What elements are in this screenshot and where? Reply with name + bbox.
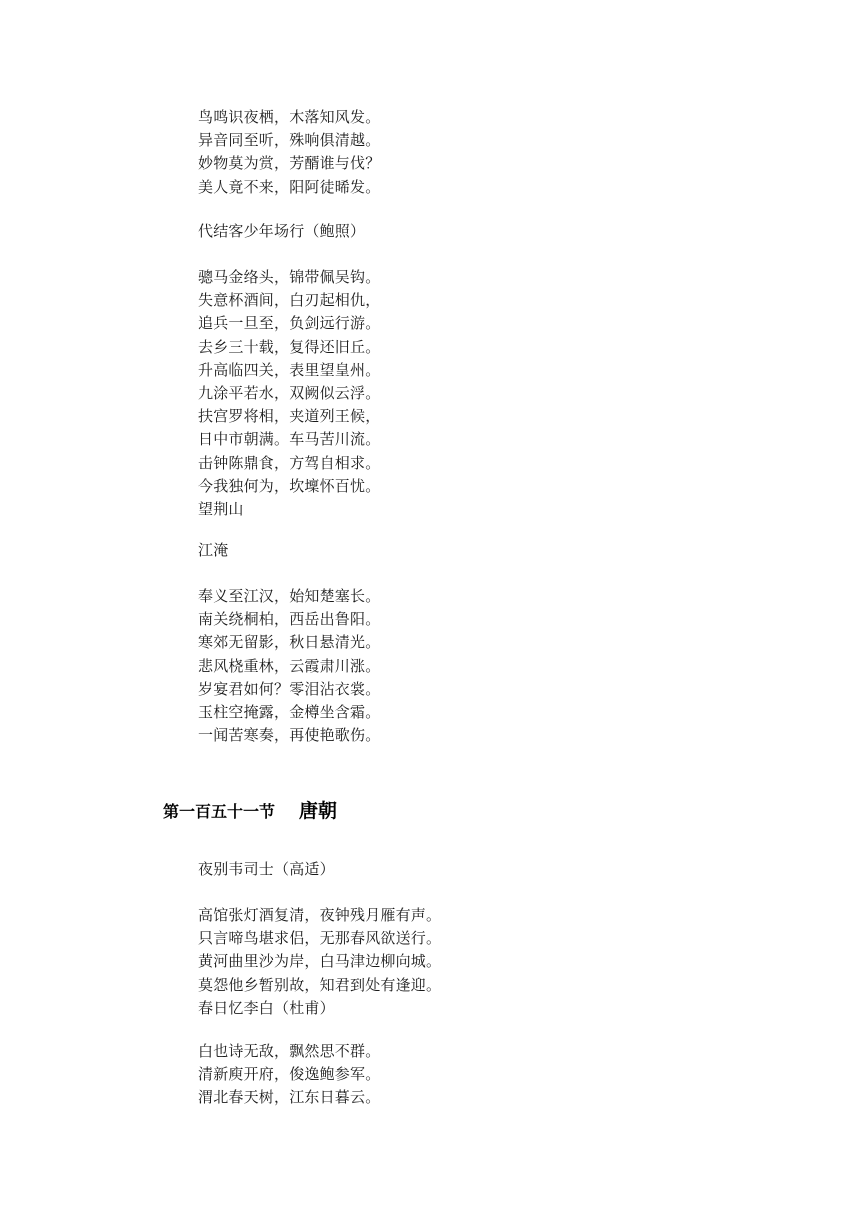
poem-line: 清新庾开府，俊逸鲍参军。	[198, 1065, 381, 1084]
poem-body-block	[198, 266, 380, 521]
poem-line: 失意杯酒间，白刃起相仇，	[198, 291, 381, 310]
poem-line: 悲风桡重林，云霞肃川涨。	[198, 656, 381, 675]
poem-line: 追兵一旦至，负剑远行游。	[198, 314, 381, 333]
poem-line: 异音同至听，殊响俱清越。	[198, 131, 381, 150]
poem-line: 鸟鸣识夜栖，木落知风发。	[198, 108, 381, 126]
poem-body-block	[198, 585, 380, 747]
poem-line: 九涂平若水，双阙似云浮。	[198, 383, 381, 402]
poem-title: 夜别韦司士（高适）	[198, 860, 335, 878]
poem-title: 代结客少年场行（鲍照）	[198, 222, 366, 240]
poem-title: 望荆山	[198, 499, 244, 518]
poem-line: 一闻苦寒奏，再使艳歌伤。	[198, 726, 381, 745]
poem-line: 日中市朝满。车马苦川流。	[198, 430, 381, 449]
poem-line: 渭北春天树，江东日暮云。	[198, 1088, 381, 1107]
poem-line: 高馆张灯酒复清，夜钟残月雁有声。	[198, 906, 442, 924]
poem-line: 玉柱空掩露，金樽坐含霜。	[198, 702, 381, 721]
poem-line: 只言啼鸟堪求侣，无那春风欲送行。	[198, 929, 442, 948]
poem-line: 莫怨他乡暂别故，知君到处有逢迎。	[198, 975, 442, 994]
poem-line: 升高临四关，表里望皇州。	[198, 360, 381, 379]
section-dynasty: 唐朝	[299, 800, 338, 822]
poem-author: 江淹	[198, 541, 229, 559]
poem-line: 岁宴君如何？零泪沾衣裳。	[198, 679, 381, 698]
poem-title: 春日忆李白（杜甫）	[198, 998, 335, 1017]
poem-title-block	[198, 220, 365, 243]
poem-line: 今我独何为，坎壈怀百忧。	[198, 476, 381, 495]
poem-line: 去乡三十载，复得还旧丘。	[198, 337, 381, 356]
poem-author-block	[198, 539, 228, 562]
poem-body-block	[198, 904, 441, 1020]
poem-title-block	[198, 858, 335, 881]
poem-body-block	[198, 1040, 380, 1110]
poem-line: 寒郊无留影，秋日悬清光。	[198, 633, 381, 652]
section-number: 第一百五十一节	[163, 802, 276, 821]
poem-line: 美人竟不来，阳阿徒晞发。	[198, 177, 381, 196]
poem-line: 黄河曲里沙为岸，白马津边柳向城。	[198, 952, 442, 971]
poem-line: 南关绕桐柏，西岳出鲁阳。	[198, 610, 381, 629]
poem-line: 骢马金络头，锦带佩吴钩。	[198, 268, 381, 286]
poem-line: 白也诗无敌，飘然思不群。	[198, 1042, 381, 1060]
poem-line: 奉义至江汉，始知楚塞长。	[198, 587, 381, 605]
poem-line: 扶宫罗将相，夹道列王候，	[198, 407, 381, 426]
poem-line: 击钟陈鼎食，方驾自相求。	[198, 453, 381, 472]
section-heading	[163, 796, 337, 823]
poem-line: 妙物莫为赏，芳醑谁与伐？	[198, 154, 381, 173]
poem-tail-block	[198, 106, 380, 199]
